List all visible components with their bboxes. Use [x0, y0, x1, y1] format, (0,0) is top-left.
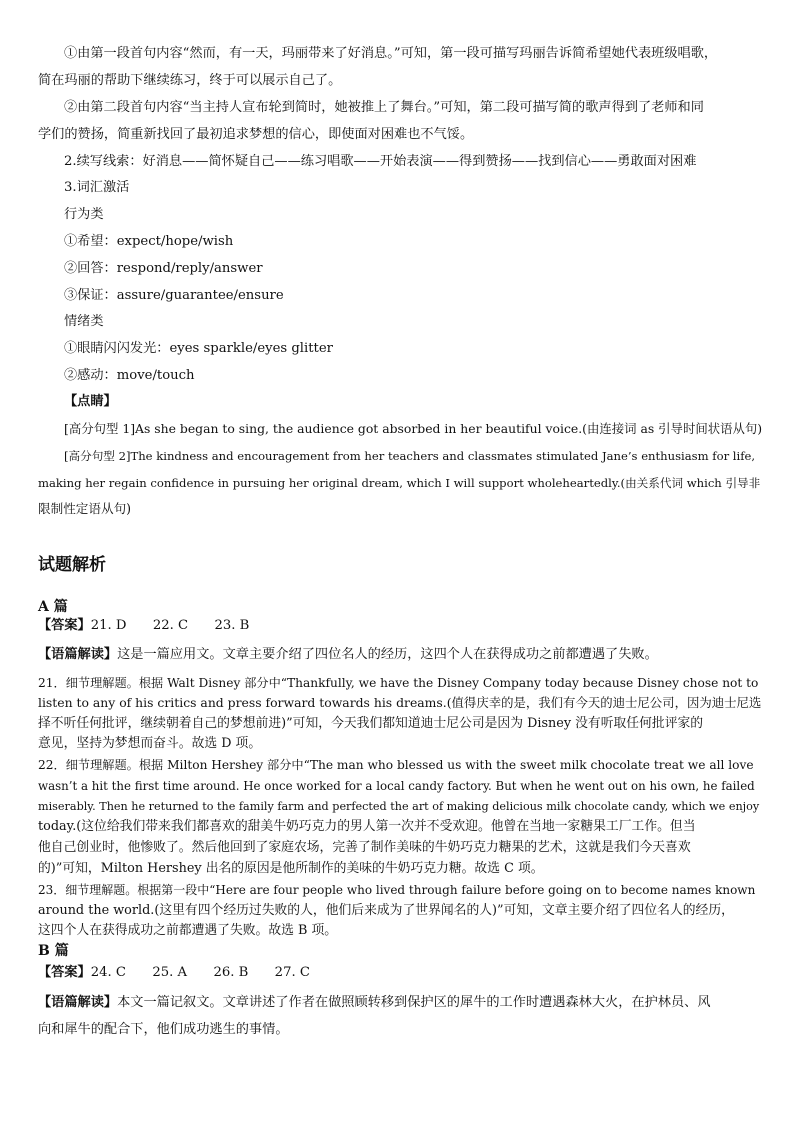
q23-line: 这四个人在获得成功之前都遭遇了失败。故选 B 项。	[38, 923, 338, 938]
vocab-item: ①眼睛闪闪发光：eyes sparkle/eyes glitter	[64, 341, 333, 356]
q23-line: around the world.(这里有四个经历过失败的人，他们后来成为了世界闻名的人)”可知，文章主要介绍了四位名人的经历，	[38, 903, 734, 918]
guide-point-1-line-1: ①由第一段首句内容“然而，有一天，玛丽带来了好消息。”可知，第一段可描写玛丽告诉简希望她代表班级唱歌，	[64, 46, 718, 61]
part-a-summary	[38, 646, 658, 664]
dianjing-label: 【点睛】	[64, 394, 117, 409]
q22-line: miserably. Then he returned to the family farm and perfected the art of making delicious milk chocolate candy, which we enjoy	[38, 800, 760, 813]
part-b-answer	[38, 964, 310, 982]
q23-line: 23．细节理解题。根据第一段中“Here are four people who lived through failure before going on to become names known	[38, 883, 756, 897]
guide-point-1-line-2: 简在玛丽的帮助下继续练习，终于可以展示自己了。	[38, 73, 342, 88]
answer-tag: 【答案】	[38, 965, 91, 980]
q21-line: 21．细节理解题。根据 Walt Disney 部分中“Thankfully, we have the Disney Company today because Disney chose not to	[38, 676, 759, 690]
sentence-pattern-2-line-3: 限制性定语从句)	[38, 501, 132, 516]
summary-tag: 【语篇解读】	[38, 647, 118, 662]
sentence-pattern-2-line-2: making her regain confidence in pursuing her original dream, which I will support wholeheartedly.(由关系代词 which 引导非	[38, 476, 761, 490]
guide-point-2-line-2: 学们的赞扬，简重新找回了最初追求梦想的信心，即使面对困难也不气馁。	[38, 127, 474, 142]
summary-text: 本文一篇记叙文。文章讲述了作者在做照顾转移到保护区的犀牛的工作时遭遇森林大火，在护林员、风	[117, 995, 711, 1010]
summary-tag: 【语篇解读】	[38, 995, 118, 1010]
sentence-pattern-2-line-1: [高分句型 2]The kindness and encouragement from her teachers and classmates stimulated Jane’s enthusiasm for life,	[64, 449, 756, 463]
section-heading: 试题解析	[38, 555, 106, 575]
part-a-answer	[38, 617, 249, 635]
continuation-clue: 2.续写线索：好消息——简怀疑自己——练习唱歌——开始表演——得到赞扬——找到信心——勇敢面对困难	[64, 154, 697, 169]
q22-line: 他自己创业时，他惨败了。然后他回到了家庭农场，完善了制作美味的牛奶巧克力糖果的艺术，这就是我们今天喜欢	[38, 840, 691, 855]
vocab-item: ②回答：respond/reply/answer	[64, 261, 263, 276]
answer-values: 21. D 22. C 23. B	[90, 618, 250, 633]
sentence-pattern-1: [高分句型 1]As she began to sing, the audience got absorbed in her beautiful voice.(由连接词 as 引导时间状语从句)	[64, 421, 763, 436]
vocab-item: ③保证：assure/guarantee/ensure	[64, 288, 284, 303]
vocab-item: ②感动：move/touch	[64, 368, 195, 383]
q21-line: listen to any of his critics and press forward towards his dreams.(值得庆幸的是，我们有今天的迪士尼公司，因为迪士尼选	[38, 695, 762, 710]
q21-line: 择不听任何批评，继续朝着自己的梦想前进)”可知，今天我们都知道迪士尼公司是因为 Disney 没有听取任何批评家的	[38, 716, 704, 731]
summary-text: 这是一篇应用文。文章主要介绍了四位名人的经历，这四个人在获得成功之前都遭遇了失败。	[117, 647, 658, 662]
part-b-summary-line-1	[38, 994, 711, 1012]
q22-line: 的)”可知，Milton Hershey 出名的原因是他所制作的美味的牛奶巧克力糖。故选 C 项。	[38, 861, 544, 876]
vocab-item: ①希望：expect/hope/wish	[64, 234, 234, 249]
q22-line: today.(这位给我们带来我们都喜欢的甜美牛奶巧克力的男人第一次并不受欢迎。他曾在当地一家糖果工厂工作。但当	[38, 819, 696, 834]
vocab-category-action: 行为类	[64, 207, 104, 222]
vocab-title: 3.词汇激活	[64, 180, 130, 195]
answer-tag: 【答案】	[38, 618, 91, 633]
q22-line: wasn’t a hit the first time around. He once worked for a local candy factory. But when he went out on his own, he failed	[38, 779, 755, 793]
vocab-category-emotion: 情绪类	[64, 314, 104, 329]
part-a-title: A 篇	[38, 599, 68, 615]
answer-values: 24. C 25. A 26. B 27. C	[90, 965, 310, 980]
guide-point-2-line-1: ②由第二段首句内容“当主持人宣布轮到简时，她被推上了舞台。”可知，第二段可描写简的歌声得到了老师和同	[64, 100, 704, 115]
q22-line: 22．细节理解题。根据 Milton Hershey 部分中“The man who blessed us with the sweet milk chocolate treat we all love	[38, 758, 754, 772]
part-b-title: B 篇	[38, 943, 69, 959]
q21-line: 意见，坚持为梦想而奋斗。故选 D 项。	[38, 736, 262, 751]
part-b-summary-line-2: 向和犀牛的配合下，他们成功逃生的事情。	[38, 1022, 289, 1037]
